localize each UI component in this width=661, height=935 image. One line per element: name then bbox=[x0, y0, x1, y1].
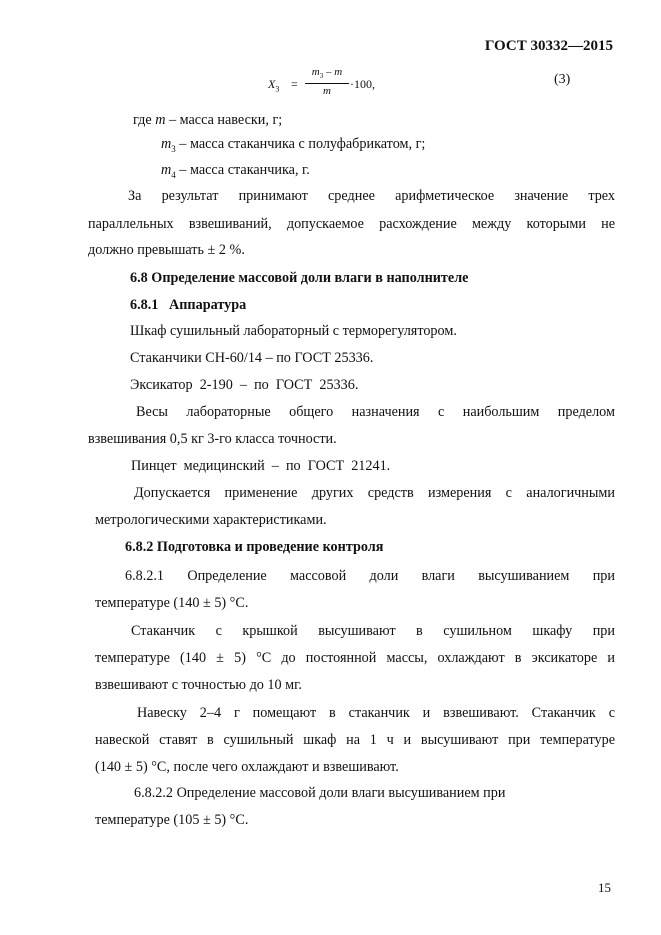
subsection-heading: 6.8.2 Подготовка и проведение контроля bbox=[125, 539, 384, 555]
paragraph-line: метрологическими характеристиками. bbox=[95, 512, 327, 528]
formula-multiplier: ·100, bbox=[350, 77, 375, 91]
formula-lhs: $X_3$ bbox=[268, 77, 280, 94]
section-heading: 6.8 Определение массовой доли влаги в наполнителе bbox=[130, 270, 469, 286]
paragraph-line: температуре (140 ± 5) °С до постоянной массы, охлаждают в эксикаторе и bbox=[95, 650, 615, 666]
paragraph-line: Допускается применение других средств измерения с аналогичными bbox=[134, 485, 615, 501]
formula-where-line: где m – масса навески, г; bbox=[133, 112, 283, 128]
paragraph-line: взвешивания 0,5 кг 3-го класса точности. bbox=[88, 431, 337, 447]
paragraph-line: навеской ставят в сушильный шкаф на 1 ч и высушивают при температуре bbox=[95, 732, 615, 748]
formula-definition: $m_3$ – масса стаканчика с полуфабрикатом, г; bbox=[161, 136, 426, 154]
paragraph-line: взвешивают с точностью до 10 мг. bbox=[95, 677, 302, 693]
paragraph-line: 6.8.2.2 Определение массовой доли влаги высушиванием при bbox=[134, 785, 506, 801]
page-number: 15 bbox=[598, 880, 611, 895]
paragraph-line: (140 ± 5) °С, после чего охлаждают и взвешивают. bbox=[95, 759, 399, 775]
document-standard-number: ГОСТ 30332—2015 bbox=[484, 38, 613, 54]
paragraph-line: За результат принимают среднее арифметическое значение трех bbox=[128, 188, 615, 204]
equipment-item: Шкаф сушильный лабораторный с терморегулятором. bbox=[130, 323, 457, 339]
formula-definition: $m_4$ – масса стаканчика, г. bbox=[161, 162, 310, 180]
equipment-item: Эксикатор 2-190 – по ГОСТ 25336. bbox=[130, 377, 359, 393]
equipment-item: Стаканчики СН-60/14 – по ГОСТ 25336. bbox=[130, 350, 374, 366]
formula-denominator: m bbox=[323, 85, 331, 98]
equipment-item: Пинцет медицинский – по ГОСТ 21241. bbox=[131, 458, 391, 474]
paragraph-line: температуре (105 ± 5) °С. bbox=[95, 812, 249, 828]
formula-number: (3) bbox=[554, 72, 571, 87]
paragraph-line: Стаканчик с крышкой высушивают в сушильном шкафу при bbox=[131, 623, 615, 639]
formula-equals: = bbox=[291, 77, 298, 91]
subsection-heading: 6.8.1 Аппаратура bbox=[130, 297, 247, 313]
formula-numerator: $m_3$ – m bbox=[305, 66, 349, 84]
paragraph-line: должно превышать ± 2 %. bbox=[88, 242, 245, 258]
paragraph-line: параллельных взвешиваний, допускаемое расхождение между которыми не bbox=[88, 216, 615, 232]
paragraph-line: Весы лабораторные общего назначения с наибольшим пределом bbox=[136, 404, 615, 420]
paragraph-line: 6.8.2.1 Определение массовой доли влаги высушиванием при bbox=[125, 568, 615, 584]
paragraph-line: температуре (140 ± 5) °C. bbox=[95, 595, 249, 611]
formula-fraction bbox=[305, 66, 349, 98]
paragraph-line: Навеску 2–4 г помещают в стаканчик и взвешивают. Стаканчик с bbox=[137, 705, 615, 721]
